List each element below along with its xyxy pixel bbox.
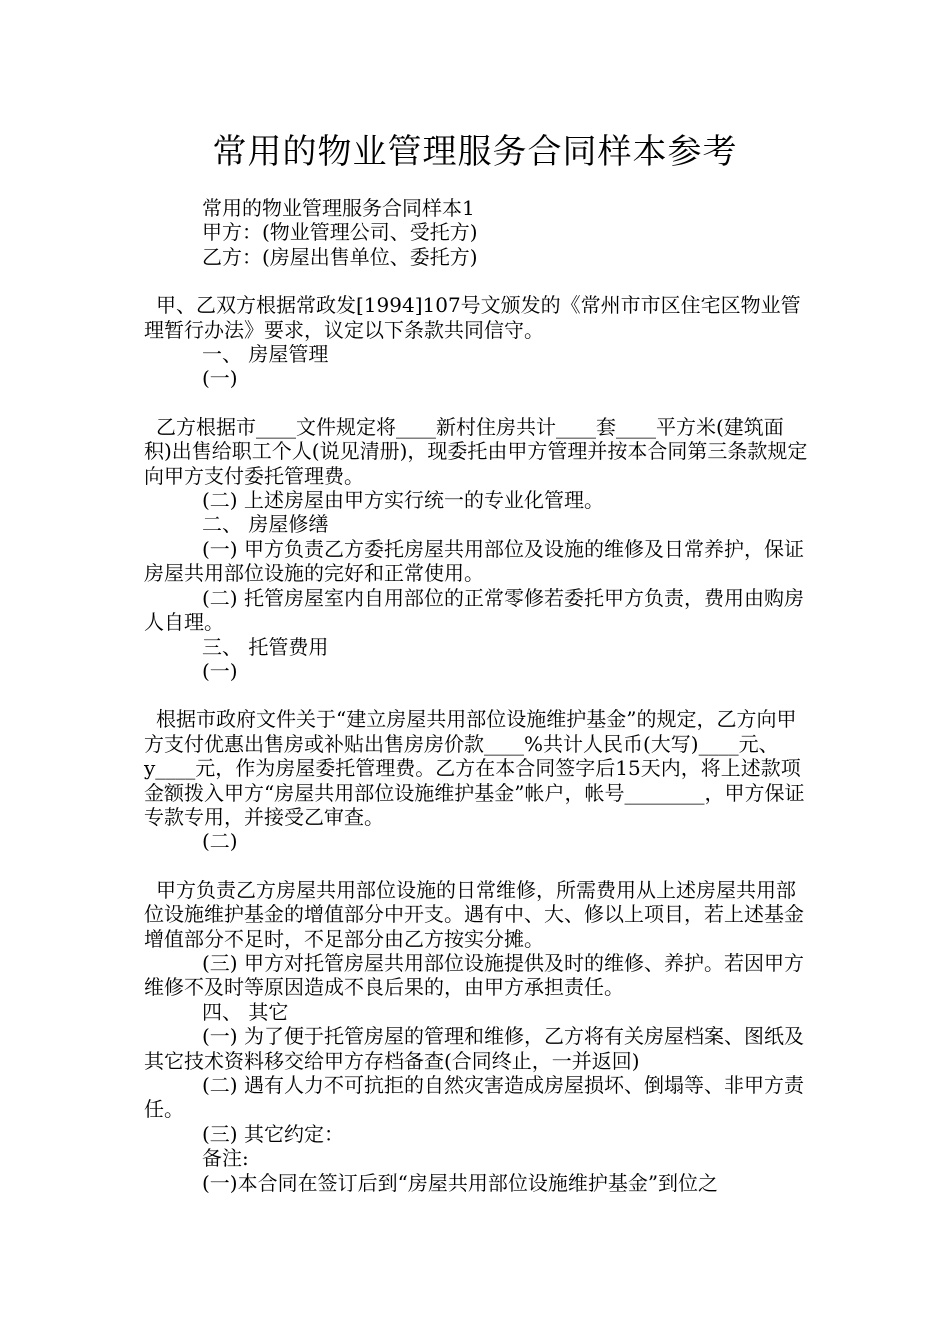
clause-paragraph: 乙方根据市____文件规定将____新村住房共计____套____平方米(建筑面积)出售给职工个人(说见清册)，现委托由甲方管理并按本合同第三条款规定向甲方支付委托管理费。 [144,414,808,488]
section-heading: 三、 托管费用 [202,634,329,659]
document-title: 常用的物业管理服务合同样本参考 [212,132,738,172]
clause-paragraph: (三) 其它约定： [202,1121,344,1146]
note-paragraph: (一)本合同在签订后到“房屋共用部位设施维护基金”到位之 [202,1170,719,1195]
note-label: 备注: [202,1146,249,1171]
spacer [144,854,808,878]
party-a: 甲方：(物业管理公司、受托方) [202,220,478,245]
clause-paragraph: 根据市政府文件关于“建立房屋共用部位设施维护基金”的规定，乙方向甲方支付优惠出售房或补贴出售房房价款____%共计人民币(大写)____元、y____元，作为房屋委托管理费。乙方在本合同签字后15天内，将上述款项金额拨入甲方“房屋共用部位设施维护基金”帐户，帐号________，甲方保证专款专用，并接受乙审查。 [144,707,805,829]
clause-paragraph: (二) 上述房屋由甲方实行统一的专业化管理。 [202,488,604,513]
document-body [144,196,808,1195]
clause-paragraph: (三) 甲方对托管房屋共用部位设施提供及时的维修、养护。若因甲方维修不及时等原因造成不良后果的，由甲方承担责任。 [144,950,804,1000]
clause-number: (一) [202,366,238,391]
section-heading: 一、 房屋管理 [202,342,329,367]
party-b: 乙方：(房屋出售单位、委托方) [202,244,478,269]
preamble-paragraph: 甲、乙双方根据常政发[1994]107号文颁发的《常州市市区住宅区物业管理暂行办法》要求，议定以下条款共同信守。 [144,293,801,342]
clause-paragraph: 甲方负责乙方房屋共用部位设施的日常维修，所需费用从上述房屋共用部位设施维护基金的增值部分中开支。遇有中、大、修以上项目，若上述基金增值部分不足时，不足部分由乙方按实分摊。 [144,877,804,951]
clause-number: (二) [202,829,238,854]
section-heading: 二、 房屋修缮 [202,512,329,537]
clause-paragraph: (一) 甲方负责乙方委托房屋共用部位及设施的维修及日常养护，保证房屋共用部位设施的完好和正常使用。 [144,536,804,586]
contract-heading: 常用的物业管理服务合同样本1 [202,196,475,220]
spacer [144,269,808,293]
clause-number: (一) [202,658,238,683]
spacer [144,391,808,415]
section-heading: 四、 其它 [202,999,289,1024]
spacer [144,683,808,707]
clause-paragraph: (二) 托管房屋室内自用部位的正常零修若委托甲方负责，费用由购房人自理。 [144,585,804,635]
clause-paragraph: (一) 为了便于托管房屋的管理和维修，乙方将有关房屋档案、图纸及其它技术资料移交给甲方存档备查(合同终止，一并返回) [144,1024,804,1073]
clause-paragraph: (二) 遇有人力不可抗拒的自然灾害造成房屋损坏、倒塌等、非甲方责任。 [144,1073,804,1122]
